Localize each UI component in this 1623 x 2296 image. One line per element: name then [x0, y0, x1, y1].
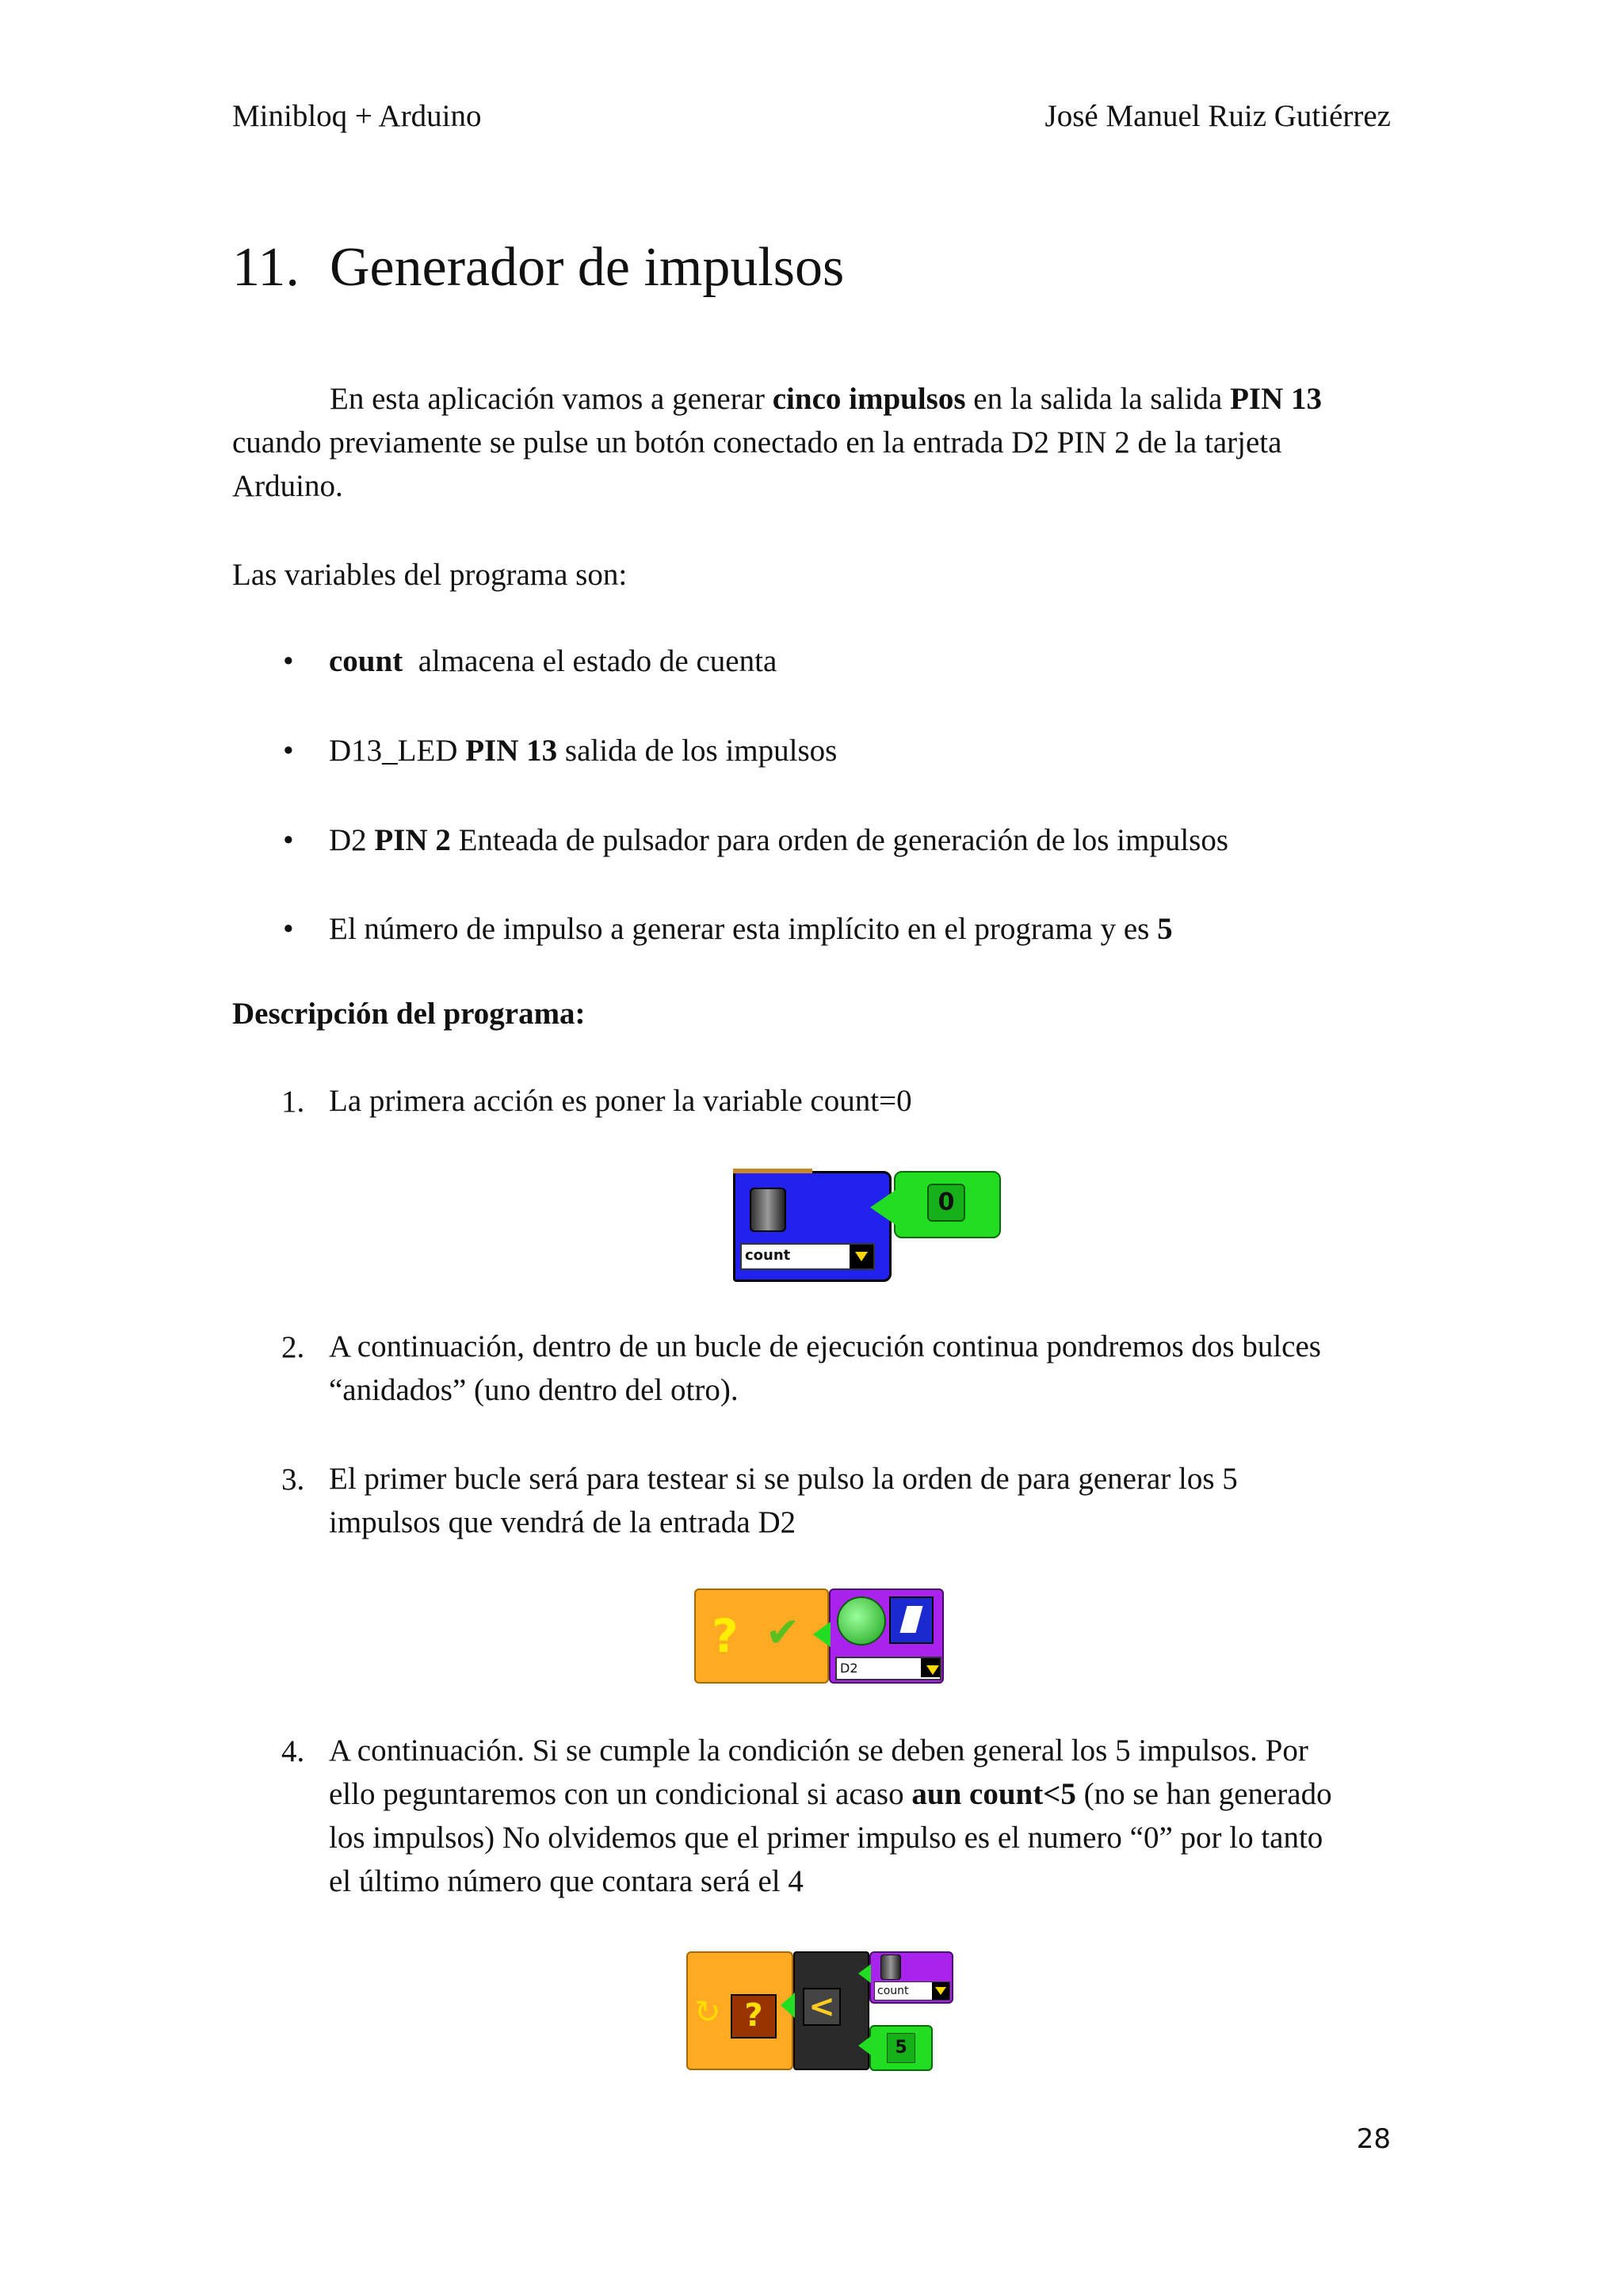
- variable-name: count: [877, 1985, 909, 1997]
- step-line: impulsos que vendrá de la entrada D2: [329, 1505, 796, 1539]
- bullet-mark: •: [283, 912, 294, 946]
- step-text: [329, 1079, 1399, 1123]
- bullet-text: salida de los impulsos: [557, 734, 838, 768]
- intro-bold-1: cinco impulsos: [772, 382, 966, 416]
- step-line: A continuación, dentro de un bucle de ejecución continua pondremos dos bulces: [329, 1329, 1321, 1363]
- bullet-mark: •: [283, 734, 294, 768]
- intro-text-2: en la salida la salida: [965, 382, 1231, 416]
- intro-paragraph: [232, 377, 1397, 508]
- connector-arrow-icon: [813, 1622, 831, 1647]
- bullet-bold: 5: [1157, 912, 1173, 946]
- variable-can-icon: [880, 1955, 901, 1980]
- intro-bold-2: PIN 13: [1230, 382, 1323, 416]
- digital-read-icon: [837, 1596, 886, 1646]
- number-block: [869, 2025, 933, 2071]
- bullet-pre: D13_LED: [329, 734, 466, 768]
- question-icon: ?: [731, 1994, 777, 2039]
- number-value: 5: [887, 2033, 915, 2063]
- variable-select: [874, 1981, 950, 2000]
- step-text: [329, 1325, 1399, 1412]
- step-number: 4.: [281, 1734, 305, 1768]
- section-title: [232, 236, 844, 299]
- step-line: los impulsos) No olvidemos que el primer impulso es el numero “0” por lo tanto: [329, 1821, 1323, 1855]
- header-right: José Manuel Ruiz Gutiérrez: [1044, 99, 1391, 133]
- section-number: 11.: [232, 237, 300, 298]
- loop-icon: ↻: [694, 1994, 721, 2031]
- set-variable-block: [733, 1171, 892, 1282]
- question-icon: ?: [712, 1609, 739, 1663]
- intro-text-1: En esta aplicación vamos a generar: [330, 382, 773, 416]
- connector-arrow-icon: [781, 1993, 795, 2018]
- step-line: “anidados” (uno dentro del otro).: [329, 1373, 739, 1407]
- number-value: 0: [927, 1184, 965, 1222]
- notepad-icon: [889, 1596, 934, 1644]
- step-text: [329, 1729, 1399, 1903]
- number-block: [894, 1171, 1001, 1238]
- connector-arrow-icon: [858, 1964, 871, 1983]
- connector-arrow-icon: [870, 1190, 896, 1225]
- connector-arrow-icon: [858, 2036, 871, 2055]
- step-line: El primer bucle será para testear si se pulso la orden de para generar los 5: [329, 1462, 1238, 1496]
- variable-select: [740, 1243, 875, 1270]
- digital-read-block: [829, 1589, 944, 1684]
- dropdown-arrow-icon: [850, 1245, 873, 1268]
- bullet-bold: PIN 2: [374, 823, 451, 857]
- variable-name: count: [745, 1247, 791, 1264]
- step-line: A continuación. Si se cumple la condición se deben general los 5 impulsos. Por: [329, 1733, 1308, 1768]
- bullet-item: [329, 822, 1228, 858]
- bullet-item: [329, 911, 1173, 947]
- step-line: [329, 1772, 1399, 1816]
- bullet-item: [329, 643, 777, 679]
- bullet-mark: •: [283, 823, 294, 857]
- step-line: La primera acción es poner la variable count=0: [329, 1084, 912, 1118]
- check-icon: ✔: [766, 1609, 800, 1657]
- dropdown-arrow-icon: [932, 1982, 949, 2000]
- section-title-text: Generador de impulsos: [330, 237, 845, 298]
- step-line-pre: ello peguntaremos con un condicional si acaso: [329, 1777, 912, 1811]
- dropdown-arrow-icon: [921, 1658, 940, 1677]
- step-number: 2.: [281, 1330, 305, 1364]
- description-heading: Descripción del programa:: [232, 997, 586, 1031]
- step-line-bold: aun count<5: [911, 1777, 1076, 1811]
- block-top-bar: [733, 1169, 812, 1173]
- bullet-pre: D2: [329, 823, 375, 857]
- count-variable-block: [869, 1951, 953, 2004]
- page-number: 28: [1356, 2123, 1391, 2155]
- intro-line-2: cuando previamente se pulse un botón conectado en la entrada D2 PIN 2 de la tarjeta: [232, 425, 1282, 460]
- step-number: 3.: [281, 1463, 305, 1497]
- header-left: Minibloq + Arduino: [232, 99, 482, 133]
- step-line: el último número que contara será el 4: [329, 1864, 804, 1898]
- pin-name: D2: [840, 1661, 858, 1676]
- step-number: 1.: [281, 1085, 305, 1119]
- bullet-mark: •: [283, 644, 294, 678]
- bullet-item: [329, 733, 837, 769]
- bullet-text: almacena el estado de cuenta: [403, 644, 777, 678]
- step-text: [329, 1457, 1399, 1544]
- variables-intro: Las variables del programa son:: [232, 558, 628, 592]
- variable-can-icon: [750, 1188, 786, 1232]
- pin-select: [835, 1657, 941, 1680]
- bullet-bold: PIN 13: [465, 734, 558, 768]
- bullet-text: El número de impulso a generar esta implícito en el programa y es: [329, 912, 1158, 946]
- bullet-bold: count: [329, 644, 403, 678]
- while-block: [686, 1951, 793, 2070]
- if-block: [694, 1589, 829, 1684]
- bullet-text: Enteada de pulsador para orden de generación de los impulsos: [450, 823, 1229, 857]
- less-than-icon: <: [803, 1988, 841, 2026]
- step-line-post: (no se han generado: [1075, 1777, 1332, 1811]
- intro-line-3: Arduino.: [232, 469, 343, 503]
